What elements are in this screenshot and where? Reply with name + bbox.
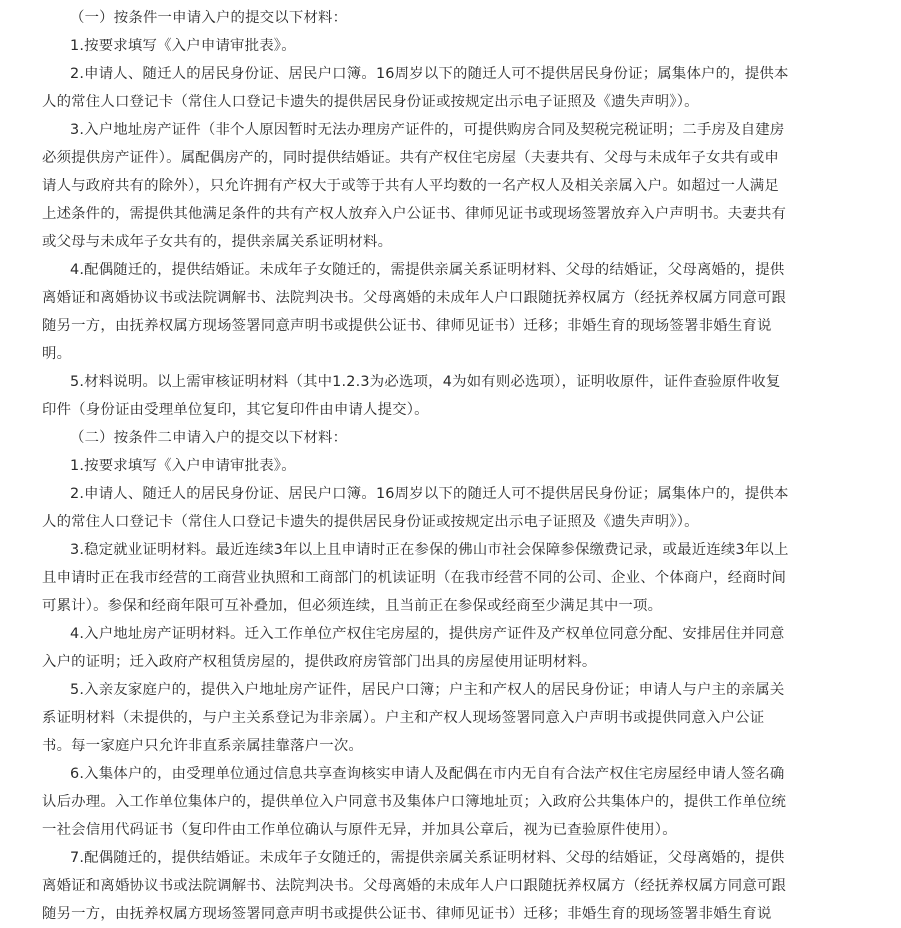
paragraph-line: 3.入户地址房产证件（非个人原因暂时无法办理房产证件的，可提供购房合同及契税完税证明；二手房及自建房 [70, 122, 785, 138]
paragraph-line: 且申请时正在我市经营的工商营业执照和工商部门的机读证明（在我市经营不同的公司、企业、个体商户，经商时间 [42, 570, 787, 586]
section-heading-1: （一）按条件一申请入户的提交以下材料： [70, 10, 348, 26]
paragraph-line: 4.配偶随迁的，提供结婚证。未成年子女随迁的，需提供亲属关系证明材料、父母的结婚证，父母离婚的，提供 [70, 262, 785, 278]
paragraph-line: 5.入亲友家庭户的，提供入户地址房产证件，居民户口簿；户主和产权人的居民身份证；申请人与户主的亲属关 [70, 682, 785, 698]
paragraph-line: 3.稳定就业证明材料。最近连续3年以上且申请时正在参保的佛山市社会保障参保缴费记录，或最近连续3年以上 [70, 542, 789, 558]
paragraph-line: 4.入户地址房产证明材料。迁入工作单位产权住宅房屋的，提供房产证件及产权单位同意分配、安排居住并同意 [70, 626, 785, 642]
section-heading-2: （二）按条件二申请入户的提交以下材料： [70, 430, 348, 446]
paragraph-line: 离婚证和离婚协议书或法院调解书、法院判决书。父母离婚的未成年人户口跟随抚养权属方（经抚养权属方同意可跟 [42, 878, 787, 894]
paragraph-line: 人的常住人口登记卡（常住人口登记卡遗失的提供居民身份证或按规定出示电子证照及《遗失声明》）。 [42, 514, 699, 530]
paragraph-line: 离婚证和离婚协议书或法院调解书、法院判决书。父母离婚的未成年人户口跟随抚养权属方（经抚养权属方同意可跟 [42, 290, 787, 306]
paragraph-line: 人的常住人口登记卡（常住人口登记卡遗失的提供居民身份证或按规定出示电子证照及《遗失声明》）。 [42, 94, 699, 110]
paragraph-line: 1.按要求填写《入户申请审批表》。 [70, 38, 296, 54]
paragraph-line: 2.申请人、随迁人的居民身份证、居民户口簿。16周岁以下的随迁人可不提供居民身份证；属集体户的，提供本 [70, 486, 789, 502]
paragraph-line: 上述条件的，需提供其他满足条件的共有产权人放弃入户公证书、律师见证书或现场签署放弃入户声明书。夫妻共有 [42, 206, 787, 222]
paragraph-line: 书。每一家庭户只允许非直系亲属挂靠落户一次。 [42, 738, 363, 754]
paragraph-line: 2.申请人、随迁人的居民身份证、居民户口簿。16周岁以下的随迁人可不提供居民身份证；属集体户的，提供本 [70, 66, 789, 82]
paragraph-line: 一社会信用代码证书（复印件由工作单位确认与原件无异，并加具公章后，视为已查验原件使用）。 [42, 822, 677, 838]
paragraph-line: 6.入集体户的，由受理单位通过信息共享查询核实申请人及配偶在市内无自有合法产权住宅房屋经申请人签名确 [70, 766, 785, 782]
paragraph-line: 入户的证明；迁入政府产权租赁房屋的，提供政府房管部门出具的房屋使用证明材料。 [42, 654, 597, 670]
paragraph-line: 5.材料说明。以上需审核证明材料（其中1.2.3为必选项，4为如有则必选项），证明收原件，证件查验原件收复 [70, 374, 781, 390]
paragraph-line: 随另一方，由抚养权属方现场签署同意声明书或提供公证书、律师见证书）迁移；非婚生育的现场签署非婚生育说 [42, 318, 772, 334]
paragraph-line: 印件（身份证由受理单位复印，其它复印件由申请人提交）。 [42, 402, 429, 418]
paragraph-line: 可累计）。参保和经商年限可互补叠加，但必须连续，且当前正在参保或经商至少满足其中一项。 [42, 598, 663, 614]
paragraph-line: 7.配偶随迁的，提供结婚证。未成年子女随迁的，需提供亲属关系证明材料、父母的结婚证，父母离婚的，提供 [70, 850, 785, 866]
paragraph-line: 请人与政府共有的除外），只允许拥有产权大于或等于共有人平均数的一名产权人及相关亲属入户。如超过一人满足 [42, 178, 779, 194]
paragraph-line: 明。 [42, 346, 72, 362]
paragraph-line: 或父母与未成年子女共有的，提供亲属关系证明材料。 [42, 234, 393, 250]
paragraph-line: 1.按要求填写《入户申请审批表》。 [70, 458, 296, 474]
paragraph-line: 认后办理。入工作单位集体户的，提供单位入户同意书及集体户口簿地址页；入政府公共集体户的，提供工作单位统 [42, 794, 787, 810]
paragraph-line: 随另一方，由抚养权属方现场签署同意声明书或提供公证书、律师见证书）迁移；非婚生育的现场签署非婚生育说 [42, 906, 772, 922]
paragraph-line: 必须提供房产证件）。属配偶房产的，同时提供结婚证。共有产权住宅房屋（夫妻共有、父母与未成年子女共有或申 [42, 150, 779, 166]
paragraph-line: 系证明材料（未提供的，与户主关系登记为非亲属）。户主和产权人现场签署同意入户声明书或提供同意入户公证 [42, 710, 765, 726]
